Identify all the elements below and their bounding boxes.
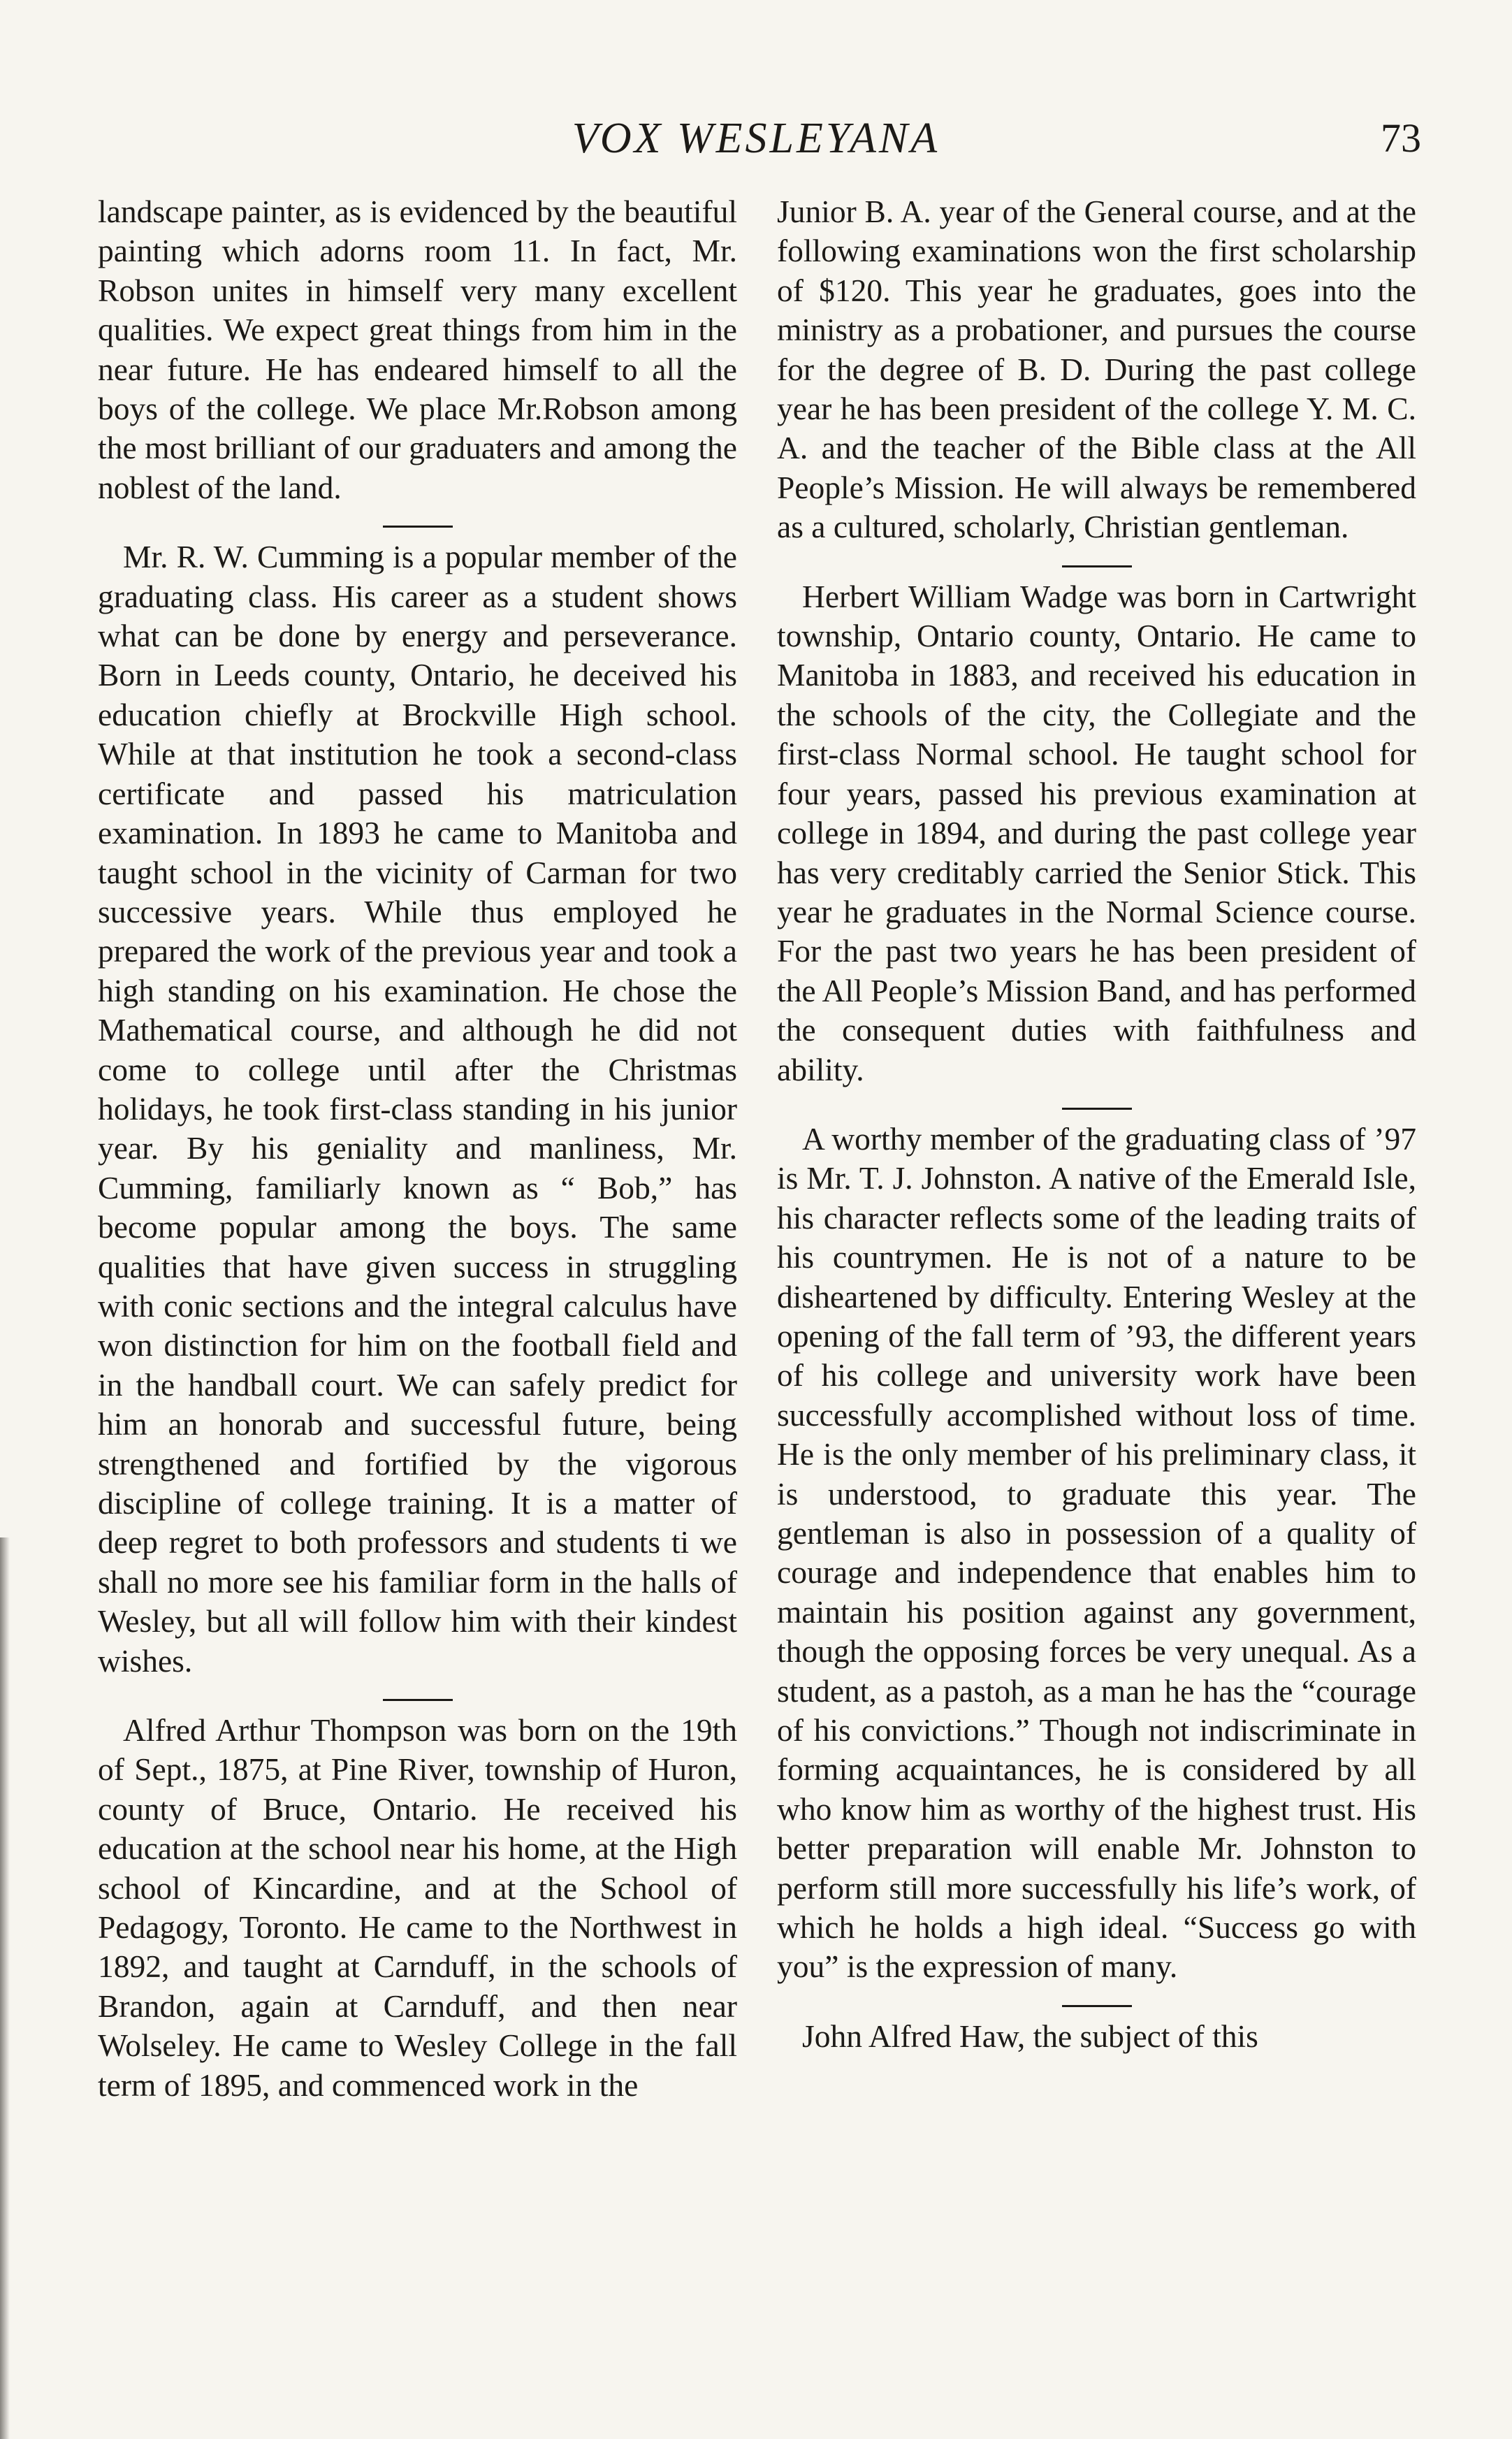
paragraph-haw: John Alfred Haw, the subject of this xyxy=(802,2018,1258,2054)
scan-edge-shadow xyxy=(0,1537,10,2439)
paragraph-thompson-continued: Junior B. A. year of the General course, and at the following examinations won the first scholarship of $120. This year he graduates, goes into the ministry as a probationer, and pursues the course for the degree of B. D. During the past college year he has been president of the college Y. M. C. A. and the teacher of the Bible class at the All People’s Mission. He will always be remembered as a cultured, scholarly, Christian gentleman. xyxy=(777,194,1416,545)
paragraph-wadge: Herbert William Wadge was born in Cartwright township, Ontario county, Ontario. He came to Manitoba in 1883, and received his education in the schools of the city, the Collegiate and the first-class Normal school. He taught school for four years, passed his previous examination at college in 1894, and during the past college year has very creditably carried the Senior Stick. This year he graduates in the Normal Science course. For the past two years he has been president of the All People’s Mission Band, and has performed the consequent duties with faithfulness and ability. xyxy=(777,578,1416,1087)
section-separator xyxy=(383,1699,453,1701)
page-number: 73 xyxy=(1381,115,1421,161)
section-separator xyxy=(1062,565,1132,567)
right-column xyxy=(777,192,1416,2074)
paragraph-thompson: Alfred Arthur Thompson was born on the 19th of Sept., 1875, at Pine River, township of Huron, county of Bruce, Ontario. He received his education at the school near his home, at the High school of Kincardine, and at the School of Pedagogy, Toronto. He came to the Northwest in 1892, and taught at Carnduff, in the schools of Brandon, again at Carnduff, and then near Wolseley. He came to Wesley College in the fall term of 1895, and commenced work in the xyxy=(98,1712,737,2103)
paragraph-robson-continued: landscape painter, as is evidenced by the beautiful painting which adorns room 11. In fact, Mr. Robson unites in himself very many excellent qualities. We expect great things from him in the near future. He has endeared himself to all the boys of the college. We place Mr.Robson among the most brilliant of our graduaters and among the noblest of the land. xyxy=(98,194,737,505)
journal-title: VOX WESLEYANA xyxy=(572,115,940,162)
left-column xyxy=(98,192,737,2123)
section-separator xyxy=(1062,2005,1132,2007)
paragraph-cumming: Mr. R. W. Cumming is a popular member of the graduating class. His career as a student shows what can be done by energy and perseverance. Born in Leeds county, Ontario, he deceived his education chiefly at Brockville High school. While at that institution he took a second-class certificate and passed his matriculation examination. In 1893 he came to Manitoba and taught school in the vicinity of Carman for two successive years. While thus employed he prepared the work of the previous year and took a high standing on his examination. He chose the Mathematical course, and although he did not come to college until after the Christmas holidays, he took first-class standing in his junior year. By his geniality and manliness, Mr. Cumming, familiarly known as “ Bob,” has become popular among the boys. The same qualities that have given success in struggling with conic sections and the integral calculus have won distinction for him on the football field and in the handball court. We can safely predict for him an honorab and successful future, being strengthened and fortified by the vigorous discipline of college training. It is a matter of deep regret to both professors and students ti we shall no more see his familiar form in the halls of Wesley, but all will follow him with their kindest wishes. xyxy=(98,539,737,1679)
section-separator xyxy=(1062,1108,1132,1110)
running-header xyxy=(91,110,1421,166)
section-separator xyxy=(383,526,453,528)
paragraph-johnston: A worthy member of the graduating class of ’97 is Mr. T. J. Johnston. A native of the Emerald Isle, his character reflects some of the leading traits of his countrymen. He is not of a nature to be disheartened by difficulty. Entering Wesley at the opening of the fall term of ’93, the different years of his college and university work have been successfully accomplished without loss of time. He is the only member of his preliminary class, it is understood, to graduate this year. The gentleman is also in possession of a quality of courage and independence that enables him to maintain his position against any government, though the opposing forces be very unequal. As a student, as a pastoh, as a man he has the “courage of his convictions.” Though not indiscriminate in forming acquaintances, he is considered by all who know him as worthy of the highest trust. His better preparation will enable Mr. Johnston to perform still more successfully his life’s work, of which he holds a high ideal. “Success go with you” is the expression of many. xyxy=(777,1120,1416,1985)
